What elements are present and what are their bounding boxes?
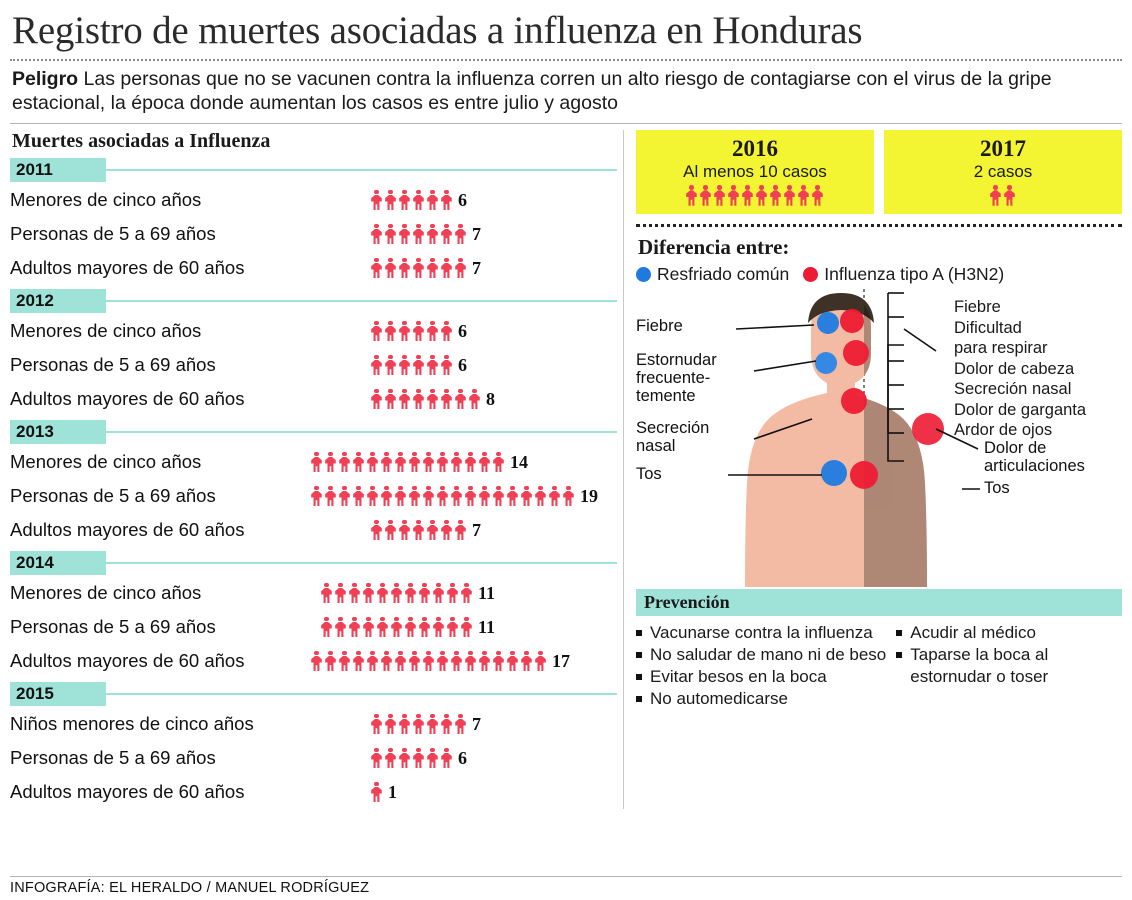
person-icon	[440, 748, 453, 769]
row-figures	[310, 190, 617, 211]
person-icon	[727, 185, 740, 206]
person-icon	[478, 651, 491, 672]
label-cold-fiebre: Fiebre	[635, 317, 683, 335]
person-icon	[384, 258, 397, 279]
pictogram	[370, 258, 468, 279]
person-icon	[380, 486, 393, 507]
row-figures	[310, 651, 617, 672]
row-label: Niños menores de cinco años	[10, 713, 254, 734]
row-value: 1	[388, 781, 397, 802]
content-columns	[10, 130, 1122, 809]
row-figures	[310, 258, 617, 279]
recent-cases-2016	[636, 130, 874, 214]
person-icon	[426, 224, 439, 245]
person-icon	[797, 185, 810, 206]
row-value: 11	[478, 582, 496, 603]
year-label: 2013	[10, 420, 106, 444]
row-figures	[310, 714, 617, 735]
row-value: 14	[510, 451, 528, 472]
recent-cases-2017-label: 2 casos	[973, 162, 1033, 181]
person-icon	[412, 355, 425, 376]
left-column	[10, 130, 617, 809]
recent-cases-2017	[884, 130, 1122, 214]
person-icon	[390, 583, 403, 604]
person-icon	[426, 355, 439, 376]
person-icon	[713, 185, 726, 206]
person-icon	[506, 651, 519, 672]
table-row	[10, 382, 617, 416]
person-icon	[408, 486, 421, 507]
person-icon	[362, 583, 375, 604]
person-icon	[440, 520, 453, 541]
person-icon	[370, 258, 383, 279]
list-item: Evitar besos en la boca	[636, 666, 886, 688]
flu-symptom-6: Ardor de ojos	[953, 421, 1053, 439]
person-icon	[426, 190, 439, 211]
page-title: Registro de muertes asociadas a influenza en Honduras	[12, 9, 863, 52]
person-icon	[370, 782, 383, 803]
person-icon	[468, 389, 481, 410]
person-icon	[384, 224, 397, 245]
prevention-title: Prevención	[636, 589, 1122, 616]
person-icon	[348, 617, 361, 638]
person-icon	[398, 389, 411, 410]
person-icon	[310, 452, 323, 473]
divider-dashed	[10, 59, 1122, 61]
table-row	[10, 741, 617, 775]
person-icon	[440, 190, 453, 211]
year-label: 2015	[10, 682, 106, 706]
person-icon	[426, 389, 439, 410]
person-icon	[454, 224, 467, 245]
table-row	[10, 348, 617, 382]
recent-cases-2016-year: 2016	[731, 136, 778, 161]
table-row	[10, 775, 617, 809]
person-icon	[464, 486, 477, 507]
person-icon	[370, 321, 383, 342]
recent-cases-2017-year: 2017	[979, 136, 1026, 161]
person-icon	[520, 651, 533, 672]
person-icon	[394, 452, 407, 473]
list-item: Vacunarse contra la influenza	[636, 622, 886, 644]
section-title-deaths: Muertes asociadas a Influenza	[12, 130, 271, 152]
lede-paragraph	[10, 67, 1122, 121]
person-icon	[334, 617, 347, 638]
flu-symptom-1: Dificultad	[953, 318, 1022, 337]
person-icon	[370, 190, 383, 211]
pictogram	[370, 224, 468, 245]
person-icon	[352, 651, 365, 672]
person-icon	[562, 486, 575, 507]
label-cold-secrecion-nasal: Secreción nasal	[635, 419, 710, 455]
person-icon	[376, 617, 389, 638]
row-value: 11	[478, 616, 496, 637]
person-icon	[492, 452, 505, 473]
footer-credit: INFOGRAFÍA: EL HERALDO / MANUEL RODRÍGUEZ	[10, 880, 370, 896]
person-icon	[398, 258, 411, 279]
person-icon	[422, 452, 435, 473]
list-item: Taparse la boca al estornudar o toser	[896, 644, 1064, 688]
year-rule	[106, 562, 617, 564]
person-icon	[436, 452, 449, 473]
person-icon	[699, 185, 712, 206]
row-figures	[310, 617, 617, 638]
pictogram	[370, 190, 454, 211]
person-icon	[464, 452, 477, 473]
pictogram	[310, 651, 548, 672]
label-flu-tos: Tos	[983, 479, 1010, 497]
person-icon	[460, 583, 473, 604]
row-value: 19	[580, 485, 598, 506]
person-icon	[412, 321, 425, 342]
table-row	[10, 513, 617, 547]
person-icon	[398, 748, 411, 769]
person-icon	[450, 486, 463, 507]
person-icon	[440, 389, 453, 410]
year-header	[10, 682, 617, 706]
person-icon	[685, 185, 698, 206]
person-icon	[412, 190, 425, 211]
row-figures	[310, 486, 617, 507]
table-row	[10, 576, 617, 610]
row-figures	[310, 748, 617, 769]
person-icon	[352, 452, 365, 473]
person-icon	[478, 486, 491, 507]
person-icon	[370, 520, 383, 541]
person-icon	[446, 583, 459, 604]
person-icon	[338, 486, 351, 507]
right-column	[636, 130, 1122, 809]
year-group	[10, 551, 617, 678]
person-icon	[492, 486, 505, 507]
pictogram	[310, 452, 506, 473]
person-icon	[426, 258, 439, 279]
person-icon	[450, 651, 463, 672]
pictogram	[310, 486, 576, 507]
person-icon	[769, 185, 782, 206]
person-icon	[384, 355, 397, 376]
row-label: Menores de cinco años	[10, 582, 202, 603]
person-icon	[534, 486, 547, 507]
person-icon	[390, 617, 403, 638]
year-group	[10, 420, 617, 547]
year-group	[10, 682, 617, 809]
person-icon	[440, 258, 453, 279]
person-icon	[384, 714, 397, 735]
row-label: Menores de cinco años	[10, 451, 202, 472]
person-icon	[432, 617, 445, 638]
recent-cases-2016-icons	[640, 185, 870, 206]
person-icon	[324, 452, 337, 473]
person-icon	[440, 321, 453, 342]
row-figures	[310, 583, 617, 604]
flu-symptom-0: Fiebre	[953, 298, 1001, 316]
person-icon	[426, 321, 439, 342]
pictogram	[320, 617, 474, 638]
person-icon	[408, 452, 421, 473]
row-label: Adultos mayores de 60 años	[10, 781, 245, 802]
row-label: Personas de 5 a 69 años	[10, 354, 216, 375]
year-header	[10, 420, 617, 444]
pictogram	[370, 355, 454, 376]
pictogram	[370, 389, 482, 410]
red-dot-icon	[803, 267, 818, 282]
person-icon	[450, 452, 463, 473]
person-icon	[384, 389, 397, 410]
person-icon	[384, 190, 397, 211]
person-icon	[334, 583, 347, 604]
person-icon	[398, 224, 411, 245]
row-label: Personas de 5 a 69 años	[10, 485, 216, 506]
person-icon	[454, 389, 467, 410]
person-icon	[454, 520, 467, 541]
person-icon	[440, 714, 453, 735]
year-header	[10, 158, 617, 182]
year-rule	[106, 300, 617, 302]
person-icon	[394, 486, 407, 507]
row-value: 7	[472, 519, 481, 540]
divider-solid-bottom	[10, 876, 1122, 877]
column-divider	[623, 130, 624, 809]
row-value: 17	[552, 650, 570, 671]
person-icon	[460, 617, 473, 638]
year-group	[10, 158, 617, 285]
person-icon	[324, 651, 337, 672]
person-icon	[370, 355, 383, 376]
person-icon	[412, 748, 425, 769]
row-figures	[310, 321, 617, 342]
row-figures	[310, 520, 617, 541]
person-icon	[440, 224, 453, 245]
person-icon	[398, 321, 411, 342]
person-icon	[436, 486, 449, 507]
person-icon	[338, 452, 351, 473]
row-label: Adultos mayores de 60 años	[10, 388, 245, 409]
person-icon	[384, 520, 397, 541]
person-icon	[394, 651, 407, 672]
pictogram	[370, 321, 454, 342]
year-label: 2012	[10, 289, 106, 313]
person-icon	[362, 617, 375, 638]
person-icon	[384, 321, 397, 342]
row-figures	[310, 782, 617, 803]
year-rule	[106, 169, 617, 171]
row-label: Menores de cinco años	[10, 320, 202, 341]
person-icon	[352, 486, 365, 507]
row-label: Personas de 5 a 69 años	[10, 616, 216, 637]
person-icon	[426, 714, 439, 735]
person-icon	[370, 389, 383, 410]
person-icon	[366, 486, 379, 507]
row-figures	[310, 389, 617, 410]
recent-cases-2017-icons	[888, 185, 1118, 206]
person-icon	[380, 452, 393, 473]
person-icon	[398, 520, 411, 541]
list-item: No automedicarse	[636, 688, 886, 710]
person-icon	[320, 617, 333, 638]
person-icon	[418, 583, 431, 604]
person-icon	[436, 651, 449, 672]
footer	[10, 876, 1122, 896]
legend-label-cold: Resfriado común	[656, 264, 790, 284]
person-icon	[366, 452, 379, 473]
pictogram	[320, 583, 474, 604]
person-icon	[404, 583, 417, 604]
person-icon	[454, 714, 467, 735]
person-icon	[320, 583, 333, 604]
person-icon	[370, 714, 383, 735]
row-label: Menores de cinco años	[10, 189, 202, 210]
recent-cases-2016-label: Al menos 10 casos	[683, 162, 827, 181]
row-value: 6	[458, 189, 467, 210]
legend	[636, 264, 1122, 285]
person-icon	[492, 651, 505, 672]
person-icon	[324, 486, 337, 507]
row-value: 6	[458, 747, 467, 768]
difference-title: Diferencia entre:	[637, 235, 790, 259]
table-row	[10, 183, 617, 217]
person-icon	[310, 486, 323, 507]
year-group	[10, 289, 617, 416]
flu-symptom-4: Secreción nasal	[953, 380, 1072, 398]
recent-cases-panels	[636, 130, 1122, 214]
pictogram	[370, 748, 454, 769]
person-icon	[989, 185, 1002, 206]
person-icon	[548, 486, 561, 507]
person-icon	[811, 185, 824, 206]
person-icon	[520, 486, 533, 507]
row-label: Personas de 5 a 69 años	[10, 223, 216, 244]
flu-symptom-2: para respirar	[953, 339, 1048, 357]
prevention-lists	[636, 622, 1122, 710]
prevention-col-1	[636, 622, 886, 710]
person-icon	[432, 583, 445, 604]
row-value: 7	[472, 713, 481, 734]
person-icon	[412, 224, 425, 245]
list-item: No saludar de mano ni de beso	[636, 644, 886, 666]
person-icon	[1003, 185, 1016, 206]
person-icon	[755, 185, 768, 206]
person-icon	[370, 748, 383, 769]
blue-dot-icon	[636, 267, 651, 282]
label-cold-tos: Tos	[635, 465, 662, 483]
person-icon	[426, 520, 439, 541]
prevention-col-2	[896, 622, 1064, 710]
flu-symptom-5: Dolor de garganta	[953, 400, 1087, 419]
person-icon	[412, 520, 425, 541]
row-label: Adultos mayores de 60 años	[10, 257, 245, 278]
row-figures	[310, 355, 617, 376]
table-row	[10, 479, 617, 513]
table-row	[10, 644, 617, 678]
flu-symptom-3: Dolor de cabeza	[953, 359, 1075, 378]
person-icon	[370, 224, 383, 245]
legend-item-cold	[636, 264, 789, 285]
person-icon	[338, 651, 351, 672]
person-icon	[506, 486, 519, 507]
label-dolor-articulaciones: Dolor de articulaciones	[983, 439, 1085, 475]
person-icon	[783, 185, 796, 206]
year-rule	[106, 431, 617, 433]
person-icon	[741, 185, 754, 206]
year-label: 2011	[10, 158, 106, 182]
person-icon	[412, 714, 425, 735]
row-label: Adultos mayores de 60 años	[10, 519, 245, 540]
person-icon	[404, 617, 417, 638]
table-row	[10, 610, 617, 644]
person-icon	[534, 651, 547, 672]
person-icon	[412, 389, 425, 410]
divider-solid-top	[10, 123, 1122, 124]
deaths-by-year-list	[10, 158, 617, 809]
table-row	[10, 314, 617, 348]
person-icon	[310, 651, 323, 672]
row-figures	[310, 452, 617, 473]
person-icon	[464, 651, 477, 672]
year-header	[10, 289, 617, 313]
person-icon	[398, 190, 411, 211]
row-value: 7	[472, 223, 481, 244]
table-row	[10, 251, 617, 285]
row-label: Personas de 5 a 69 años	[10, 747, 216, 768]
row-figures	[310, 224, 617, 245]
symptoms-figure	[636, 289, 1122, 589]
table-row	[10, 707, 617, 741]
list-item: Acudir al médico	[896, 622, 1064, 644]
year-header	[10, 551, 617, 575]
person-icon	[384, 748, 397, 769]
person-icon	[478, 452, 491, 473]
row-value: 6	[458, 320, 467, 341]
legend-label-flu: Influenza tipo A (H3N2)	[824, 264, 1005, 284]
person-icon	[446, 617, 459, 638]
person-icon	[408, 651, 421, 672]
person-icon	[422, 486, 435, 507]
year-rule	[106, 693, 617, 695]
pictogram	[370, 714, 468, 735]
person-icon	[398, 714, 411, 735]
lede-bold: Peligro	[12, 68, 79, 90]
person-icon	[422, 651, 435, 672]
flu-symptom-list	[954, 297, 1086, 441]
person-icon	[398, 355, 411, 376]
table-row	[10, 445, 617, 479]
row-value: 8	[486, 388, 495, 409]
table-row	[10, 217, 617, 251]
divider-dotted	[636, 224, 1122, 227]
row-label: Adultos mayores de 60 años	[10, 650, 245, 671]
person-icon	[426, 748, 439, 769]
pictogram	[370, 782, 384, 803]
person-icon	[454, 258, 467, 279]
legend-item-flu	[803, 264, 1004, 285]
lede-text: Las personas que no se vacunen contra la influenza corren un alto riesgo de contagiarse con el virus de la gripe estacional, la época donde aumentan los casos es entre julio y agosto	[12, 68, 1052, 114]
person-icon	[366, 651, 379, 672]
row-value: 7	[472, 257, 481, 278]
person-icon	[412, 258, 425, 279]
person-icon	[348, 583, 361, 604]
row-value: 6	[458, 354, 467, 375]
person-icon	[380, 651, 393, 672]
person-icon	[440, 355, 453, 376]
pictogram	[370, 520, 468, 541]
year-label: 2014	[10, 551, 106, 575]
person-icon	[376, 583, 389, 604]
person-icon	[418, 617, 431, 638]
label-cold-estornudar: Estornudar frecuente- temente	[635, 351, 717, 405]
